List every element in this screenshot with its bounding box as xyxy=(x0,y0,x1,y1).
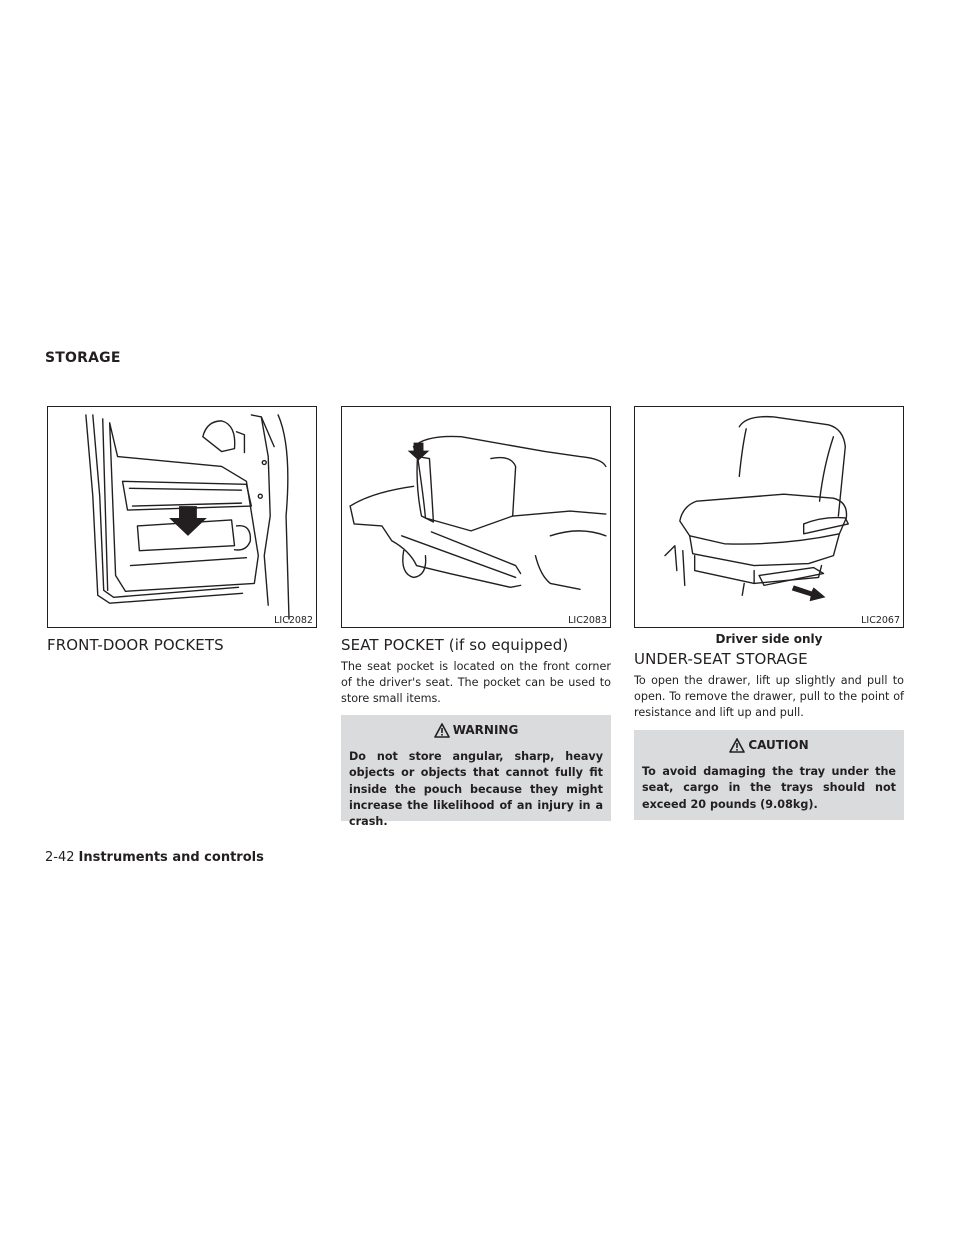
heading-under-seat-storage: UNDER-SEAT STORAGE xyxy=(634,650,808,668)
caution-title: CAUTION xyxy=(748,738,809,752)
caution-box xyxy=(634,730,904,820)
warning-triangle-icon xyxy=(729,738,745,753)
arrow-right-down-icon xyxy=(792,585,826,601)
figure-code: LIC2082 xyxy=(274,615,313,626)
warning-box xyxy=(341,715,611,829)
figure-seat-pocket xyxy=(341,406,611,628)
chapter-title: Instruments and controls xyxy=(78,850,264,865)
figure-code: LIC2083 xyxy=(568,615,607,626)
warning-title: WARNING xyxy=(452,723,519,737)
door-pocket-illustration xyxy=(48,407,316,627)
caution-header xyxy=(642,736,896,754)
figure-caption: Driver side only xyxy=(715,632,823,646)
figure-door-pocket xyxy=(47,406,317,628)
page-footer xyxy=(45,850,264,865)
warning-triangle-icon xyxy=(434,723,450,738)
warning-header xyxy=(349,721,603,739)
heading-front-door-pockets: FRONT-DOOR POCKETS xyxy=(47,636,224,654)
arrow-down-icon xyxy=(169,506,207,536)
figure-under-seat xyxy=(634,406,904,646)
seat-pocket-illustration xyxy=(342,407,610,627)
warning-text: Do not store angular, sharp, heavy objects or objects that cannot fully fit inside the pouch because they might increase the likelihood of an injury in a crash. xyxy=(349,750,603,829)
figure-code: LIC2067 xyxy=(861,615,900,626)
seat-pocket-text: The seat pocket is located on the front corner of the driver's seat. The pocket can be used to store small items. xyxy=(341,660,611,706)
heading-seat-pocket: SEAT POCKET (if so equipped) xyxy=(341,636,569,654)
under-seat-illustration xyxy=(635,407,903,627)
under-seat-text: To open the drawer, lift up slightly and pull to open. To remove the drawer, pull to the point of resistance and lift up and pull. xyxy=(634,674,904,720)
caution-text: To avoid damaging the tray under the seat, cargo in the trays should not exceed 20 pounds (9.08kg). xyxy=(642,765,896,811)
page-number: 2-42 xyxy=(45,850,75,865)
section-title: STORAGE xyxy=(45,350,121,366)
